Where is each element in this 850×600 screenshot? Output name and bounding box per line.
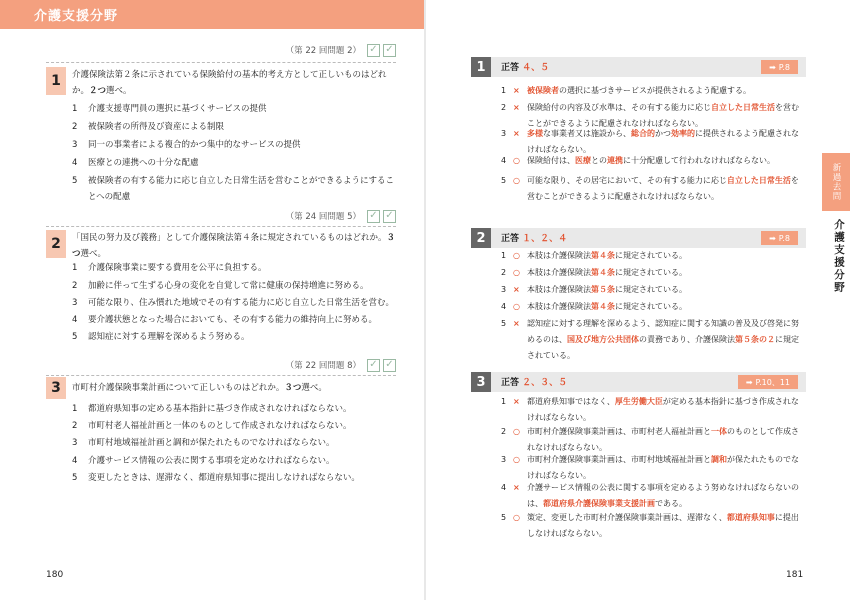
highlighted-term: 第５条の２ — [735, 335, 775, 344]
highlighted-term: 自立した日常生活 — [726, 176, 791, 185]
explanation-number: 1 — [501, 86, 507, 95]
explanation-text — [527, 394, 806, 426]
correct-mark-icon: ○ — [513, 251, 520, 260]
answer-header — [471, 372, 806, 392]
explanation-number: 3 — [501, 455, 507, 464]
correct-answer — [501, 375, 567, 388]
explanation-segment: である。 — [655, 499, 687, 508]
question-ref — [286, 42, 396, 58]
option-number: 2 — [72, 421, 78, 431]
correct-answer-value: ２、３、５ — [522, 378, 568, 388]
option-text: 介護支援専門員の選択に基づくサービスの提供 — [88, 104, 267, 114]
explanation-number: 3 — [501, 129, 507, 138]
question-stem-text: 「国民の努力及び義務」として介護保険法第４条に規定されているものはどれか。 — [72, 233, 387, 243]
option — [72, 155, 396, 171]
page-number-left: 180 — [46, 570, 64, 580]
option — [72, 137, 396, 153]
arrow-right-icon: ➡ — [745, 377, 753, 387]
question-ref — [286, 357, 396, 373]
explanation-text — [527, 510, 806, 542]
explanation-text — [527, 153, 806, 169]
explanation-segment: を営むことができるように配慮されなければならない。 — [527, 176, 799, 201]
option-text: 加齢に伴って生ずる心身の変化を自覚して常に健康の保持増進に努める。 — [88, 281, 369, 291]
question-stem-text: 市町村介護保険事業計画について正しいものはどれか。 — [72, 383, 285, 393]
option — [72, 435, 396, 451]
incorrect-mark-icon: × — [513, 86, 520, 95]
page-reference-link[interactable] — [761, 60, 798, 74]
highlighted-term: 医療 — [575, 156, 591, 165]
explanation-segment: 都道府県知事ではなく、 — [527, 397, 615, 406]
option-number: 4 — [72, 315, 78, 325]
highlighted-term: 自立した日常生活 — [711, 103, 775, 112]
explanation-text — [527, 83, 806, 99]
answer-number: 2 — [471, 228, 491, 248]
explanation-text — [527, 173, 806, 205]
incorrect-mark-icon: × — [513, 129, 520, 138]
correct-answer — [501, 60, 549, 73]
highlighted-term: 効率的 — [671, 129, 695, 138]
highlighted-term: 国及び地方公共団体 — [567, 335, 639, 344]
divider — [46, 62, 396, 63]
option — [72, 295, 396, 311]
option-number: 2 — [72, 281, 78, 291]
correct-answer-label: 正答 — [501, 378, 520, 388]
check-box-icon[interactable]: ✓ — [367, 359, 380, 372]
highlighted-term: 連携 — [607, 156, 623, 165]
section-title: 介護支援分野 — [34, 9, 119, 24]
explanation-segment: の責務であり、介護保険法 — [639, 335, 735, 344]
option-number: 3 — [72, 298, 78, 308]
option — [72, 312, 396, 328]
side-section-title: 介護支援分野 — [833, 219, 845, 294]
option-number: 1 — [72, 104, 78, 114]
correct-mark-icon: ○ — [513, 302, 520, 311]
question-stem-tail: 選べ。 — [106, 86, 132, 96]
page-reference-text: P.10、11 — [755, 377, 790, 387]
explanation-segment: が保たれたものでなければならない。 — [527, 455, 799, 480]
explanation-text — [527, 299, 806, 315]
explanation-segment: 認知症に対する理解を深めるよう、認知症に関する知識の普及及び啓発に努めるのは、 — [527, 319, 799, 344]
explanation-segment: 本肢は介護保険法 — [527, 302, 591, 311]
question-1 — [46, 42, 396, 202]
explanation-number: 5 — [501, 319, 507, 328]
option — [72, 119, 396, 135]
highlighted-term: 総合的 — [631, 129, 655, 138]
correct-answer-label: 正答 — [501, 63, 520, 73]
highlighted-term: 第４条 — [591, 268, 615, 277]
incorrect-mark-icon: × — [513, 103, 520, 112]
option — [72, 101, 396, 117]
answer-header — [471, 57, 806, 77]
question-ref — [286, 208, 396, 224]
correct-mark-icon: ○ — [513, 455, 520, 464]
question-stem — [72, 67, 396, 99]
answer-number: 3 — [471, 372, 491, 392]
option-text: 市町村地域福祉計画と調和が保たれたものでなければならない。 — [88, 438, 335, 448]
explanation-line — [501, 299, 806, 315]
explanation-segment: に提出しなければならない。 — [527, 513, 799, 538]
explanation-number: 2 — [501, 268, 507, 277]
explanation-segment: な事業者又は施設から、 — [543, 129, 631, 138]
explanation-number: 1 — [501, 251, 507, 260]
explanation-segment: 策定、変更した市町村介護保険事業計画は、遅滞なく、 — [527, 513, 727, 522]
correct-mark-icon: ○ — [513, 268, 520, 277]
explanation-segment: かつ — [655, 129, 671, 138]
option-number: 4 — [72, 158, 78, 168]
option-text: 市町村老人福祉計画と一体のものとして作成されなければならない。 — [88, 421, 352, 431]
explanation-text — [527, 316, 806, 364]
question-stem-tail: 選べ。 — [80, 249, 107, 259]
answer-3 — [471, 372, 806, 552]
correct-answer-value: １、２、４ — [522, 234, 568, 244]
explanation-number: 4 — [501, 302, 507, 311]
question-stem — [72, 380, 396, 396]
explanation-segment: 本肢は介護保険法 — [527, 285, 591, 294]
option-number: 4 — [72, 456, 78, 466]
explanation-text — [527, 282, 806, 298]
option-text: 医療との連携への十分な配慮 — [88, 158, 199, 168]
question-number: 2 — [46, 230, 66, 258]
explanation-segment: 保険給付の内容及び水準は、その有する能力に応じ — [527, 103, 711, 112]
divider — [46, 226, 396, 227]
incorrect-mark-icon: × — [513, 285, 520, 294]
page-number-right: 181 — [786, 570, 804, 580]
option — [72, 453, 396, 469]
option-number: 2 — [72, 122, 78, 132]
explanation-segment: に規定されている。 — [615, 285, 687, 294]
explanation-segment: 本肢は介護保険法 — [527, 251, 591, 260]
page-reference-link[interactable] — [738, 375, 798, 389]
explanation-segment: に規定されている。 — [615, 268, 687, 277]
explanation-segment: の選択に基づきサービスが提供されるよう配慮する。 — [559, 86, 751, 95]
option-text: 要介護状態となった場合においても、その有する能力の維持向上に努める。 — [88, 315, 378, 325]
option-text: 都道府県知事の定める基本指針に基づき作成されなければならない。 — [88, 404, 352, 414]
arrow-right-icon: ➡ — [769, 62, 776, 72]
answer-number: 1 — [471, 57, 491, 77]
explanation-line — [501, 510, 806, 542]
question-3 — [46, 357, 396, 497]
highlighted-term: 第４条 — [591, 251, 615, 260]
explanation-segment: との — [591, 156, 607, 165]
option-text: 被保険者の有する能力に応じ自立した日常生活を営むことができるようにすることへの配慮 — [88, 176, 395, 202]
divider — [46, 375, 396, 376]
explanation-segment: 可能な限り、その居宅において、その有する能力に応じ — [527, 176, 727, 185]
explanation-number: 5 — [501, 176, 507, 185]
explanation-segment: 介護サービス情報の公表に関する事項を定めるよう努めなければならないのは、 — [527, 483, 799, 508]
explanation-number: 5 — [501, 513, 507, 522]
highlighted-term: 一体 — [711, 427, 727, 436]
option — [72, 401, 396, 417]
option-text: 変更したときは、遅滞なく、都道府県知事に提出しなければならない。 — [88, 473, 360, 483]
explanation-segment: 本肢は介護保険法 — [527, 268, 591, 277]
option — [72, 278, 396, 294]
incorrect-mark-icon: × — [513, 319, 520, 328]
incorrect-mark-icon: × — [513, 397, 520, 406]
option-number: 5 — [72, 176, 78, 186]
correct-answer-value: ４、５ — [522, 63, 550, 73]
check-box-icon[interactable]: ✓ — [367, 44, 380, 57]
highlighted-term: 被保険者 — [527, 86, 559, 95]
explanation-number: 2 — [501, 103, 507, 112]
page-reference-text: P.8 — [778, 233, 790, 243]
explanation-segment: に規定されている。 — [615, 302, 687, 311]
option-number: 3 — [72, 140, 78, 150]
option-number: 3 — [72, 438, 78, 448]
question-number: 3 — [46, 377, 66, 399]
question-stem-emphasis: ２つ — [89, 86, 107, 96]
option-text: 同一の事業者による複合的かつ集中的なサービスの提供 — [88, 140, 301, 150]
page-reference-text: P.8 — [778, 62, 790, 72]
question-ref-text: （第 24 回問題 5） — [285, 212, 361, 222]
correct-answer-label: 正答 — [501, 234, 520, 244]
option — [72, 470, 396, 486]
correct-mark-icon: ○ — [513, 427, 520, 436]
option-text: 介護サービス情報の公表に関する事項を定めなければならない。 — [88, 456, 335, 466]
option-text: 介護保険事業に要する費用を公平に負担する。 — [88, 263, 267, 273]
explanation-text — [527, 265, 806, 281]
explanation-line — [501, 153, 806, 169]
check-box-icon[interactable]: ✓ — [367, 210, 380, 223]
page-reference-link[interactable] — [761, 231, 798, 245]
explanation-segment: 保険給付は、 — [527, 156, 575, 165]
page-gutter — [424, 0, 426, 600]
explanation-segment: 市町村介護保険事業計画は、市町村地域福祉計画と — [527, 455, 711, 464]
check-box-icon[interactable]: ✓ — [383, 359, 396, 372]
explanation-line — [501, 265, 806, 281]
arrow-right-icon: ➡ — [769, 233, 776, 243]
explanation-segment: に規定されている。 — [615, 251, 687, 260]
correct-mark-icon: ○ — [513, 513, 520, 522]
highlighted-term: 厚生労働大臣 — [614, 397, 663, 406]
highlighted-term: 第４条 — [591, 302, 615, 311]
explanation-number: 1 — [501, 397, 507, 406]
explanation-number: 4 — [501, 156, 507, 165]
correct-mark-icon: ○ — [513, 156, 520, 165]
option-number: 1 — [72, 263, 78, 273]
question-stem-emphasis: ３つ — [72, 233, 396, 259]
option-number: 1 — [72, 404, 78, 414]
answer-header — [471, 228, 806, 248]
answer-1 — [471, 57, 806, 207]
question-stem-tail: 選べ。 — [301, 383, 327, 393]
highlighted-term: 調和 — [711, 455, 727, 464]
question-number: 1 — [46, 67, 66, 95]
explanation-text — [527, 248, 806, 264]
correct-answer — [501, 231, 567, 244]
option — [72, 329, 396, 345]
question-ref-text: （第 22 回問題 8） — [285, 361, 361, 371]
option-text: 被保険者の所得及び資産による制限 — [88, 122, 225, 132]
explanation-number: 4 — [501, 483, 507, 492]
explanation-number: 2 — [501, 427, 507, 436]
question-2 — [46, 208, 396, 358]
explanation-line — [501, 173, 806, 205]
explanation-segment: のものとして作成されなければならない。 — [527, 427, 799, 452]
question-stem-emphasis: ３つ — [284, 383, 302, 393]
highlighted-term: 都道府県知事 — [726, 513, 775, 522]
correct-mark-icon: ○ — [513, 176, 520, 185]
explanation-line — [501, 83, 806, 99]
section-header-bar — [0, 0, 424, 29]
explanation-segment: 市町村介護保険事業計画は、市町村老人福祉計画と — [527, 427, 711, 436]
side-tab-new-past-questions[interactable]: 新過去問 — [822, 153, 850, 211]
option — [72, 260, 396, 276]
question-stem — [72, 230, 396, 262]
explanation-segment: を営むことができるように配慮されなければならない。 — [527, 103, 799, 128]
option-number: 5 — [72, 473, 78, 483]
option — [72, 418, 396, 434]
explanation-text — [527, 480, 806, 512]
question-ref-text: （第 22 回問題 2） — [285, 46, 361, 56]
highlighted-term: 第５条 — [591, 285, 615, 294]
option-text: 可能な限り、住み慣れた地域でその有する能力に応じ自立した日常生活を営む。 — [88, 298, 395, 308]
highlighted-term: 都道府県介護保険事業支援計画 — [543, 499, 655, 508]
option-number: 5 — [72, 332, 78, 342]
explanation-line — [501, 282, 806, 298]
explanation-line — [501, 394, 806, 426]
explanation-segment: が定める基本指針に基づき作成されなければならない。 — [527, 397, 799, 422]
explanation-line — [501, 480, 806, 512]
explanation-line — [501, 316, 806, 364]
option-text: 認知症に対する理解を深めるよう努める。 — [88, 332, 250, 342]
explanation-line — [501, 248, 806, 264]
explanation-segment: に提供されるよう配慮されなければならない。 — [527, 129, 799, 154]
explanation-number: 3 — [501, 285, 507, 294]
incorrect-mark-icon: × — [513, 483, 520, 492]
explanation-segment: に規定されている。 — [527, 335, 799, 360]
check-box-icon[interactable]: ✓ — [383, 44, 396, 57]
answer-2 — [471, 228, 806, 358]
highlighted-term: 多様 — [527, 129, 543, 138]
explanation-segment: に十分配慮して行われなければならない。 — [623, 156, 775, 165]
check-box-icon[interactable]: ✓ — [383, 210, 396, 223]
question-stem-text: 介護保険法第２条に示されている保険給付の基本的考え方として正しいものはどれか。 — [72, 70, 387, 96]
option — [72, 173, 396, 205]
